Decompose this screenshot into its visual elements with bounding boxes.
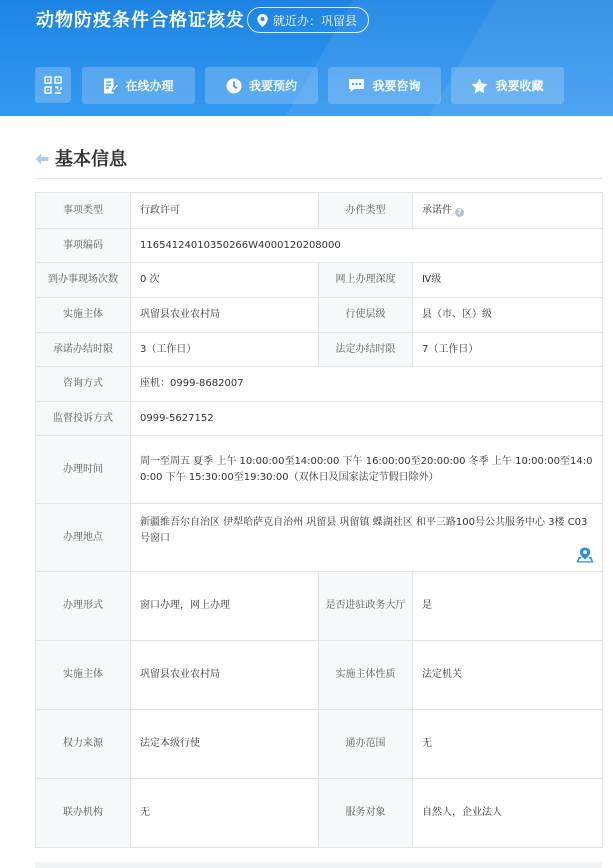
online-depth-value: Ⅳ级 — [413, 263, 603, 298]
subject-nature-label: 实施主体性质 — [319, 641, 413, 710]
online-apply-button[interactable] — [82, 67, 195, 104]
scope-value: 无 — [413, 710, 603, 779]
table-row — [36, 572, 603, 641]
item-type-value: 行政许可 — [131, 193, 319, 229]
section-title: 基本信息 — [55, 149, 127, 170]
section-header — [35, 146, 602, 179]
visits-label: 到办事现场次数 — [36, 263, 131, 298]
online-depth-label: 网上办理深度 — [319, 263, 413, 298]
help-icon[interactable]: ? — [455, 208, 464, 217]
location-label: 就近办：巩留县 — [273, 13, 358, 28]
table-row — [36, 402, 603, 436]
complaint-value: 0999-5627152 — [131, 402, 603, 436]
promise-limit-label: 承诺办结时限 — [36, 333, 131, 367]
level-value: 县（市、区）级 — [413, 298, 603, 333]
case-type-value: 承诺件 — [422, 204, 452, 216]
table-row — [36, 436, 603, 504]
nav-label: 我要收藏 — [495, 79, 544, 93]
item-code-value: 11654124010350266W4000120208000 — [131, 229, 603, 263]
arrow-left-icon — [35, 153, 49, 165]
address-label: 办理地点 — [36, 504, 131, 572]
table-row — [36, 298, 603, 333]
nav-label: 在线办理 — [125, 79, 174, 93]
form-label: 办理形式 — [36, 572, 131, 641]
star-icon — [471, 78, 488, 94]
case-type-label: 办件类型 — [319, 193, 413, 229]
address-cell — [131, 504, 603, 572]
table-row — [36, 641, 603, 710]
next-section-edge — [35, 862, 602, 868]
appointment-button[interactable] — [205, 67, 318, 104]
consult-label: 咨询方式 — [36, 367, 131, 402]
table-row — [36, 367, 603, 402]
hours-label: 办理时间 — [36, 436, 131, 504]
in-hall-value: 是 — [413, 572, 603, 641]
subject2-value: 巩留县农业农村局 — [131, 641, 319, 710]
joint-org-label: 联办机构 — [36, 779, 131, 848]
subject-value: 巩留县农业农村局 — [131, 298, 319, 333]
power-source-value: 法定本级行使 — [131, 710, 319, 779]
item-code-label: 事项编码 — [36, 229, 131, 263]
visits-value: 0 次 — [131, 263, 319, 298]
subject2-label: 实施主体 — [36, 641, 131, 710]
table-row — [36, 333, 603, 367]
location-pin-icon — [257, 14, 268, 27]
page-title: 动物防疫条件合格证核发 — [36, 10, 245, 31]
promise-limit-value: 3（工作日） — [131, 333, 319, 367]
table-row — [36, 263, 603, 298]
nav-label: 我要预约 — [248, 79, 297, 93]
case-type-cell — [413, 193, 603, 229]
consult-value: 座机：0999-8682007 — [131, 367, 603, 402]
scope-label: 通办范围 — [319, 710, 413, 779]
legal-limit-label: 法定办结时限 — [319, 333, 413, 367]
table-row — [36, 229, 603, 263]
location-selector[interactable] — [247, 7, 369, 33]
consult-button[interactable] — [328, 67, 441, 104]
complaint-label: 监督投诉方式 — [36, 402, 131, 436]
joint-org-value: 无 — [131, 779, 319, 848]
service-target-value: 自然人，企业法人 — [413, 779, 603, 848]
basic-info-table — [35, 192, 603, 848]
level-label: 行使层级 — [319, 298, 413, 333]
qr-code-icon — [44, 76, 62, 94]
qr-code-button[interactable] — [35, 67, 71, 103]
favorite-button[interactable] — [451, 67, 564, 104]
nav-label: 我要咨询 — [372, 79, 421, 93]
subject-nature-value: 法定机关 — [413, 641, 603, 710]
table-row — [36, 504, 603, 572]
in-hall-label: 是否进驻政务大厅 — [319, 572, 413, 641]
table-row — [36, 193, 603, 229]
page-header — [0, 0, 613, 116]
hours-value: 周一至周五 夏季 上午 10:00:00至14:00:00 下午 16:00:00至20:00:00 冬季 上午 10:00:00至14:00:00 下午 15:30:00至19:30:00（双休日及国家法定节假日除外） — [131, 436, 603, 504]
legal-limit-value: 7（工作日） — [413, 333, 603, 367]
form-value: 窗口办理，网上办理 — [131, 572, 319, 641]
item-type-label: 事项类型 — [36, 193, 131, 229]
clock-icon — [226, 78, 242, 94]
chat-icon — [348, 78, 365, 93]
power-source-label: 权力来源 — [36, 710, 131, 779]
address-value: 新疆维吾尔自治区 伊犁哈萨克自治州 巩留县 巩留镇 蝶湖社区 和平三路100号公共服务中心 3楼 C03号窗口 — [140, 516, 588, 544]
table-row — [36, 779, 603, 848]
map-location-icon[interactable] — [576, 547, 594, 563]
table-row — [36, 710, 603, 779]
subject-label: 实施主体 — [36, 298, 131, 333]
service-target-label: 服务对象 — [319, 779, 413, 848]
edit-document-icon — [103, 78, 118, 94]
